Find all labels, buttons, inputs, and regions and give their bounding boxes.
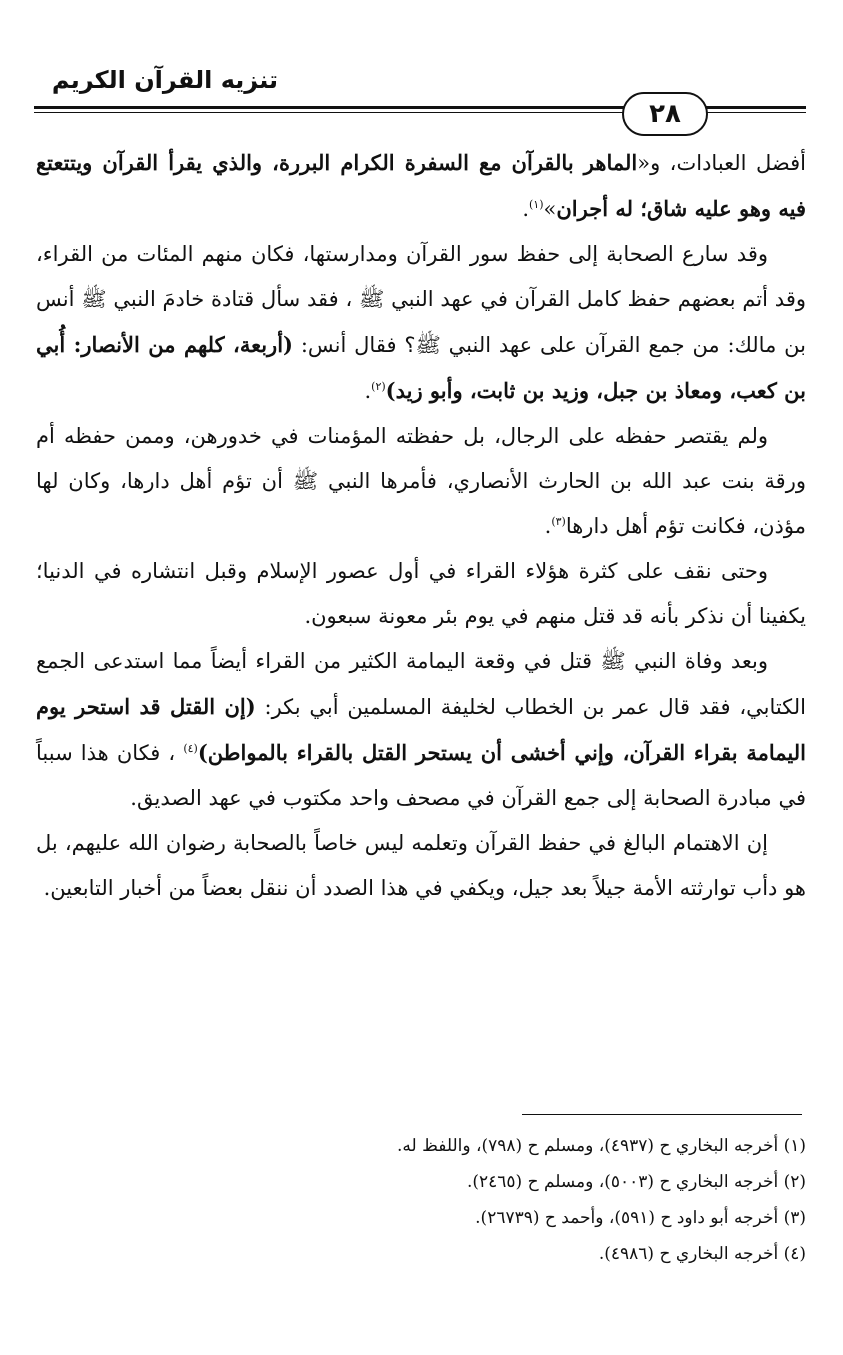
text-run: . — [522, 197, 529, 221]
footnote: (٢) أخرجه البخاري ح (٥٠٠٣)، ومسلم ح (٢٤٦٥). — [466, 1172, 806, 1192]
text-run: وبعد وفاة النبي ﷺ قتل في وقعة اليمامة الكثير من القراء أيضاً مما استدعى الجمع الكتابي، فقد قال عمر بن الخطاب لخليفة المسلمين أبي بكر: — [36, 649, 807, 719]
running-header-title: تنزيه القرآن الكريم — [51, 66, 278, 94]
footnote-separator — [522, 1114, 802, 1115]
bold-quote: (أربعة، كلهم من الأنصار: أُبي بن كعب، ومعاذ بن جبل، وزيد بن ثابت، وأبو زيد) — [36, 332, 806, 403]
footnote-marker: (٢) — [371, 380, 386, 393]
text-run: ولم يقتصر حفظه على الرجال، بل حفظته المؤمنات في خدورهن، وممن حفظه أم ورقة بنت عبد الله بن الحارث الأنصاري، فأمرها النبي ﷺ أن تؤم أهل دارها، وكان لها مؤذن، فكانت تؤم أهل دارها — [36, 424, 806, 538]
footnote: (١) أخرجه البخاري ح (٤٩٣٧)، ومسلم ح (٧٩٨)، واللفظ له. — [397, 1136, 806, 1156]
page-number: ٢٨ — [622, 92, 708, 136]
bold-quote: الماهر بالقرآن مع السفرة الكرام البررة، والذي يقرأ القرآن ويتتعتع فيه وهو عليه شاق؛ له أجران — [36, 150, 806, 221]
paragraph — [36, 821, 806, 911]
paragraph — [36, 140, 806, 232]
header-rule-right — [706, 106, 806, 109]
text-run: أفضل العبادات، و« — [637, 151, 806, 175]
paragraph — [36, 549, 806, 639]
paragraph — [36, 639, 806, 821]
paragraph — [36, 414, 806, 549]
footnote-marker: (١) — [529, 198, 544, 211]
text-run: . — [544, 514, 552, 538]
footnote-marker: (٣) — [551, 515, 566, 528]
footnotes — [36, 1128, 806, 1272]
footnote: (٤) أخرجه البخاري ح (٤٩٨٦). — [598, 1244, 806, 1264]
text-run: . — [364, 379, 372, 403]
footnote: (٣) أخرجه أبو داود ح (٥٩١)، وأحمد ح (٢٦٧٣٩). — [475, 1208, 806, 1228]
text-run: وقد سارع الصحابة إلى حفظ سور القرآن ومدارستها، فكان منهم المئات من القراء، وقد أتم بعضهم حفظ كامل القرآن في عهد النبي ﷺ ، فقد سأل قتادة خادمَ النبي ﷺ أنس بن مالك: من جمع القرآن على عهد النبي ﷺ؟ فقال أنس: — [36, 242, 806, 357]
text-run: إن الاهتمام البالغ في حفظ القرآن وتعلمه ليس خاصاً بالصحابة رضوان الله عليهم، بل هو دأب توارثته الأمة جيلاً بعد جيل، ويكفي في هذا الصدد أن ننقل بعضاً من أخبار التابعين. — [36, 831, 806, 900]
text-run: ، فكان هذا سبباً في مبادرة الصحابة إلى جمع القرآن في مصحف واحد مكتوب في عهد الصديق. — [36, 741, 806, 810]
body-text — [36, 140, 806, 911]
header-rule — [34, 106, 624, 109]
text-run: وحتى نقف على كثرة هؤلاء القراء في أول عصور الإسلام وقبل انتشاره في الدنيا؛ يكفينا أن نذكر بأنه قد قتل منهم في يوم بئر معونة سبعون. — [36, 559, 806, 628]
bold-quote: (إن القتل قد استحر يوم اليمامة بقراء القرآن، وإني أخشى أن يستحر القتل بالقراء بالمواطن) — [36, 694, 806, 765]
footnote-marker: (٤) — [183, 742, 198, 755]
text-run: » — [543, 197, 557, 221]
header-rule-thin — [34, 112, 624, 113]
paragraph — [36, 232, 806, 414]
header-rule-right-thin — [706, 112, 806, 113]
